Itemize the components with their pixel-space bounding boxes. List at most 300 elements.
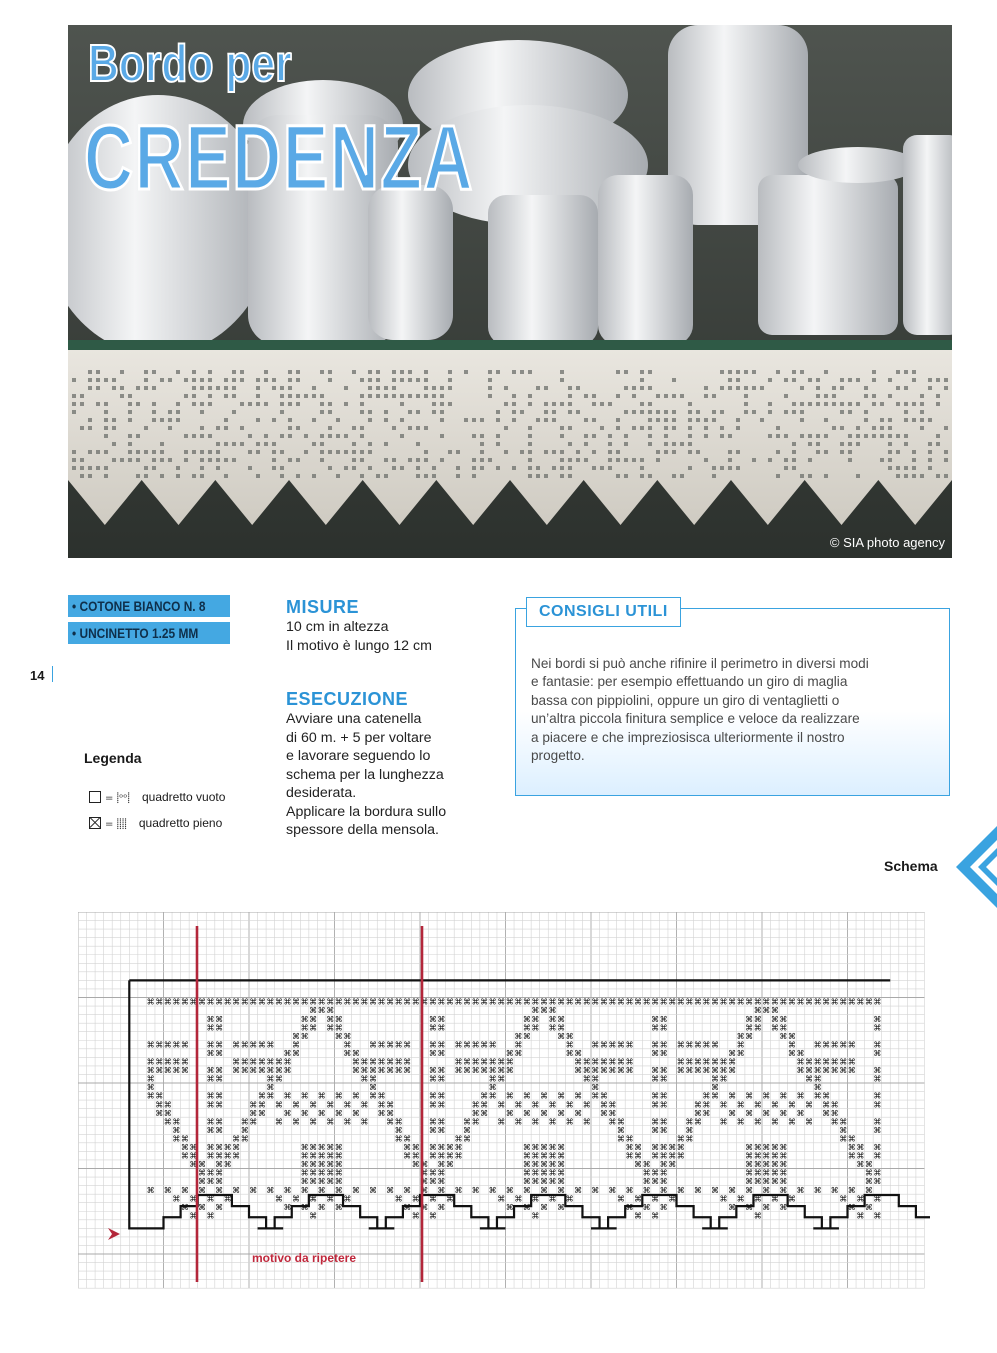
- filled-cell: ⌘: [693, 1117, 702, 1127]
- lace-hole: [528, 434, 532, 438]
- lace-hole: [536, 474, 540, 478]
- misure-line: Il motivo è lungo 12 cm: [286, 637, 432, 654]
- lace-hole: [288, 378, 292, 382]
- lace-hole: [200, 450, 204, 454]
- filled-cell: ⌘: [531, 997, 540, 1007]
- lace-hole: [488, 370, 492, 374]
- lace-hole: [496, 434, 500, 438]
- lace-hole: [824, 474, 828, 478]
- lace-hole: [128, 434, 132, 438]
- filled-cell: ⌘: [659, 997, 668, 1007]
- filled-cell: ⌘: [779, 1202, 788, 1212]
- filled-cell: ⌘: [368, 1057, 377, 1067]
- lace-hole: [512, 410, 516, 414]
- filled-cell: ⌘: [830, 1066, 839, 1076]
- filled-cell: ⌘: [471, 1185, 480, 1195]
- lace-hole: [336, 434, 340, 438]
- lace-hole: [776, 474, 780, 478]
- filled-cell: ⌘: [651, 1168, 660, 1178]
- lace-hole: [432, 402, 436, 406]
- lace-hole: [528, 458, 532, 462]
- lace-hole: [560, 378, 564, 382]
- filled-cell: ⌘: [437, 1143, 446, 1152]
- lace-hole: [360, 450, 364, 454]
- filled-cell: ⌘: [839, 1057, 848, 1067]
- lace-hole: [856, 474, 860, 478]
- lace-hole: [912, 466, 916, 470]
- lace-hole: [480, 458, 484, 462]
- filled-cell: ⌘: [351, 997, 360, 1007]
- lace-hole: [96, 370, 100, 374]
- lace-hole: [184, 378, 188, 382]
- lace-hole: [344, 434, 348, 438]
- esecuzione-heading: ESECUZIONE: [286, 689, 409, 709]
- filled-cell: ⌘: [463, 1057, 472, 1067]
- filled-cell: ⌘: [779, 1177, 788, 1187]
- filled-cell: ⌘: [651, 1066, 660, 1076]
- filled-cell: ⌘: [172, 997, 181, 1007]
- lace-hole: [800, 402, 804, 406]
- lace-hole: [384, 458, 388, 462]
- lace-hole: [744, 402, 748, 406]
- filled-cell: ⌘: [539, 1151, 548, 1161]
- lace-hole: [928, 418, 932, 422]
- filled-cell: ⌘: [206, 997, 215, 1007]
- filled-cell: ⌘: [830, 1040, 839, 1050]
- filled-cell: ⌘: [873, 997, 882, 1007]
- lace-hole: [200, 458, 204, 462]
- lace-hole: [928, 450, 932, 454]
- lace-hole: [88, 370, 92, 374]
- filled-cell: ⌘: [488, 1057, 497, 1067]
- filled-cell: ⌘: [736, 1194, 745, 1204]
- filled-cell: ⌘: [215, 1143, 224, 1152]
- lace-hole: [160, 450, 164, 454]
- filled-cell: ⌘: [189, 1143, 198, 1152]
- lace-hole: [96, 402, 100, 406]
- filled-cell: ⌘: [659, 1202, 668, 1212]
- filled-cell: ⌘: [762, 1143, 771, 1152]
- filled-cell: ⌘: [197, 1202, 206, 1212]
- lace-hole: [432, 474, 436, 478]
- lace-hole: [88, 466, 92, 470]
- filled-cell: ⌘: [343, 997, 352, 1007]
- lace-hole: [856, 434, 860, 438]
- lace-hole: [216, 442, 220, 446]
- filled-cell: ⌘: [420, 1185, 429, 1195]
- filled-cell: ⌘: [488, 1185, 497, 1195]
- filled-cell: ⌘: [651, 1048, 660, 1058]
- filled-cell: ⌘: [514, 1194, 523, 1204]
- filled-cell: ⌘: [317, 1151, 326, 1161]
- lace-hole: [440, 386, 444, 390]
- filled-cell: ⌘: [317, 997, 326, 1007]
- filled-cell: ⌘: [368, 1074, 377, 1084]
- lace-hole: [624, 458, 628, 462]
- lace-hole: [280, 474, 284, 478]
- material-badge-hook: [68, 622, 230, 644]
- lace-hole: [664, 434, 668, 438]
- lace-hole: [536, 466, 540, 470]
- filled-cell: ⌘: [839, 1040, 848, 1050]
- lace-hole: [680, 474, 684, 478]
- lace-hole: [480, 434, 484, 438]
- esecuzione-line: Avviare una catenella: [286, 711, 422, 727]
- lace-hole: [880, 402, 884, 406]
- filled-cell: ⌘: [770, 1100, 779, 1110]
- misure-line: 10 cm in altezza: [286, 619, 389, 635]
- filled-cell: ⌘: [309, 1006, 318, 1016]
- schema-label: Schema: [884, 858, 938, 874]
- filled-cell: ⌘: [685, 1134, 694, 1144]
- lace-hole: [560, 434, 564, 438]
- filled-cell: ⌘: [745, 1091, 754, 1101]
- filled-cell: ⌘: [317, 1185, 326, 1195]
- filled-cell: ⌘: [232, 1040, 241, 1050]
- filled-cell: ⌘: [437, 1040, 446, 1050]
- filled-cell: ⌘: [753, 1177, 762, 1187]
- filled-cell: ⌘: [522, 1031, 531, 1041]
- esecuzione-line: desiderata.: [286, 785, 357, 801]
- filled-cell: ⌘: [180, 1202, 189, 1212]
- filled-cell: ⌘: [215, 1100, 224, 1110]
- lace-hole: [656, 450, 660, 454]
- filled-cell: ⌘: [428, 1100, 437, 1110]
- lace-hole: [464, 418, 468, 422]
- lace-hole: [368, 378, 372, 382]
- lace-hole: [224, 474, 228, 478]
- filled-cell: ⌘: [223, 1160, 232, 1170]
- filled-cell: ⌘: [873, 1040, 882, 1050]
- filled-cell: ⌘: [172, 1117, 181, 1127]
- filled-cell: ⌘: [172, 1057, 181, 1067]
- lace-hole: [776, 426, 780, 430]
- lace-hole: [392, 426, 396, 430]
- filled-cell: ⌘: [805, 1074, 814, 1084]
- filled-cell: ⌘: [728, 1091, 737, 1101]
- filled-cell: ⌘: [531, 1151, 540, 1161]
- lace-hole: [904, 418, 908, 422]
- lace-hole: [784, 378, 788, 382]
- lace-hole: [544, 418, 548, 422]
- filled-cell: ⌘: [403, 1057, 412, 1067]
- filled-cell: ⌘: [351, 1185, 360, 1195]
- lace-hole: [752, 458, 756, 462]
- filled-cell: ⌘: [599, 1108, 608, 1118]
- lace-hole: [576, 450, 580, 454]
- filled-cell: ⌘: [505, 1091, 514, 1101]
- lace-hole: [544, 474, 548, 478]
- lace-hole: [704, 418, 708, 422]
- filled-cell: ⌘: [206, 1100, 215, 1110]
- filled-cell: ⌘: [847, 1066, 856, 1076]
- filled-cell: ⌘: [557, 1108, 566, 1118]
- lace-hole: [240, 378, 244, 382]
- lace-hole: [720, 410, 724, 414]
- filled-cell: ⌘: [351, 1057, 360, 1067]
- lace-hole: [920, 418, 924, 422]
- lace-hole: [288, 434, 292, 438]
- lace-hole: [752, 410, 756, 414]
- lace-hole: [856, 378, 860, 382]
- lace-hole: [896, 370, 900, 374]
- lace-hole: [440, 418, 444, 422]
- filled-cell: ⌘: [753, 1211, 762, 1221]
- lace-hole: [448, 370, 452, 374]
- lace-hole: [744, 410, 748, 414]
- filled-cell: ⌘: [625, 1066, 634, 1076]
- filled-cell: ⌘: [437, 1023, 446, 1033]
- lace-hole: [568, 426, 572, 430]
- lace-hole: [496, 466, 500, 470]
- lace-hole: [152, 450, 156, 454]
- filled-cell: ⌘: [411, 1160, 420, 1170]
- lace-hole: [816, 402, 820, 406]
- filled-cell: ⌘: [232, 1185, 241, 1195]
- filled-cell: ⌘: [454, 1143, 463, 1152]
- filled-cell: ⌘: [505, 1057, 514, 1067]
- lace-hole: [560, 426, 564, 430]
- lace-hole: [192, 370, 196, 374]
- filled-cell: ⌘: [762, 1108, 771, 1118]
- filled-cell: ⌘: [830, 1108, 839, 1118]
- lace-hole: [792, 466, 796, 470]
- filled-cell: ⌘: [770, 1194, 779, 1204]
- filled-cell: ⌘: [215, 1185, 224, 1195]
- filled-cell: ⌘: [343, 1048, 352, 1058]
- filled-cell: ⌘: [702, 1066, 711, 1076]
- filled-cell: ⌘: [847, 1143, 856, 1152]
- lace-hole: [296, 402, 300, 406]
- filled-cell: ⌘: [762, 1202, 771, 1212]
- lace-hole: [672, 426, 676, 430]
- lace-hole: [592, 434, 596, 438]
- lace-hole: [552, 418, 556, 422]
- filled-cell: ⌘: [634, 1211, 643, 1221]
- lace-hole: [232, 410, 236, 414]
- filled-cell: ⌘: [351, 1091, 360, 1101]
- lace-hole: [640, 466, 644, 470]
- filled-cell: ⌘: [873, 1211, 882, 1221]
- lace-hole: [640, 426, 644, 430]
- filled-cell: ⌘: [625, 1134, 634, 1144]
- lace-hole: [432, 394, 436, 398]
- filled-cell: ⌘: [839, 1194, 848, 1204]
- lace-hole: [248, 450, 252, 454]
- empty-square-icon: [89, 791, 101, 803]
- lace-hole: [488, 386, 492, 390]
- filled-cell: ⌘: [215, 1168, 224, 1178]
- lace-hole: [352, 450, 356, 454]
- lace-hole: [512, 418, 516, 422]
- filled-cell: ⌘: [779, 1023, 788, 1033]
- filled-cell: ⌘: [779, 1091, 788, 1101]
- filled-cell: ⌘: [668, 1160, 677, 1170]
- filled-cell: ⌘: [428, 1143, 437, 1152]
- filled-cell: ⌘: [240, 1057, 249, 1067]
- lace-hole: [568, 458, 572, 462]
- lace-hole: [480, 466, 484, 470]
- filled-cell: ⌘: [770, 997, 779, 1007]
- filled-cell: ⌘: [779, 1143, 788, 1152]
- filled-cell: ⌘: [326, 1177, 335, 1187]
- lace-hole: [280, 434, 284, 438]
- filled-cell: ⌘: [642, 1202, 651, 1212]
- filled-cell: ⌘: [428, 1066, 437, 1076]
- lace-hole: [792, 458, 796, 462]
- filled-cell: ⌘: [172, 1194, 181, 1204]
- lace-hole: [688, 418, 692, 422]
- lace-hole: [256, 378, 260, 382]
- lace-hole: [768, 410, 772, 414]
- lace-hole: [280, 402, 284, 406]
- filled-cell: ⌘: [676, 1066, 685, 1076]
- filled-cell: ⌘: [497, 1066, 506, 1076]
- lace-hole: [624, 434, 628, 438]
- filled-cell: ⌘: [753, 1006, 762, 1016]
- filled-cell: ⌘: [334, 1151, 343, 1161]
- lace-hole: [72, 458, 76, 462]
- filled-cell: ⌘: [497, 1194, 506, 1204]
- lace-hole: [408, 458, 412, 462]
- lace-hole: [200, 410, 204, 414]
- lace-hole: [864, 418, 868, 422]
- lace-hole: [152, 402, 156, 406]
- lace-hole: [744, 386, 748, 390]
- filled-cell: ⌘: [283, 1108, 292, 1118]
- filled-cell: ⌘: [651, 1177, 660, 1187]
- lace-hole: [584, 458, 588, 462]
- filled-cell: ⌘: [582, 1100, 591, 1110]
- lace-hole: [928, 378, 932, 382]
- filled-cell: ⌘: [223, 1194, 232, 1204]
- lace-hole: [80, 466, 84, 470]
- filled-cell: ⌘: [522, 1168, 531, 1178]
- filled-cell: ⌘: [702, 997, 711, 1007]
- lace-hole: [648, 410, 652, 414]
- crossed-square-icon: [89, 817, 101, 829]
- lace-hole: [872, 394, 876, 398]
- lace-hole: [728, 466, 732, 470]
- filled-cell: ⌘: [702, 1040, 711, 1050]
- lace-hole: [360, 426, 364, 430]
- filled-cell: ⌘: [437, 1100, 446, 1110]
- filled-cell: ⌘: [787, 1048, 796, 1058]
- filled-cell: ⌘: [616, 1066, 625, 1076]
- lace-hole: [272, 466, 276, 470]
- filled-cell: ⌘: [240, 1117, 249, 1127]
- filled-cell: ⌘: [437, 1168, 446, 1178]
- lace-hole: [848, 378, 852, 382]
- lace-hole: [144, 386, 148, 390]
- esecuzione-line: schema per la lunghezza: [286, 766, 444, 783]
- filled-cell: ⌘: [334, 1091, 343, 1101]
- lace-hole: [632, 386, 636, 390]
- lace-hole: [888, 394, 892, 398]
- hero-photo: [68, 25, 952, 558]
- filled-cell: ⌘: [206, 1048, 215, 1058]
- lace-hole: [480, 450, 484, 454]
- lace-hole: [936, 402, 940, 406]
- lace-hole: [400, 370, 404, 374]
- lace-hole: [560, 402, 564, 406]
- filled-cell: ⌘: [266, 1066, 275, 1076]
- filled-cell: ⌘: [557, 1091, 566, 1101]
- lace-hole: [712, 410, 716, 414]
- lace-hole: [784, 394, 788, 398]
- lace-hole: [392, 386, 396, 390]
- lace-hole: [104, 410, 108, 414]
- filled-cell: ⌘: [266, 1185, 275, 1195]
- filled-cell: ⌘: [873, 1151, 882, 1161]
- filled-cell: ⌘: [745, 997, 754, 1007]
- filled-cell: ⌘: [300, 1202, 309, 1212]
- lace-hole: [376, 386, 380, 390]
- lace-hole: [728, 458, 732, 462]
- lace-hole: [136, 386, 140, 390]
- lace-hole: [672, 394, 676, 398]
- filled-cell: ⌘: [377, 997, 386, 1007]
- lace-hole: [176, 466, 180, 470]
- lace-hole: [400, 418, 404, 422]
- lace-hole: [192, 434, 196, 438]
- lace-hole: [832, 386, 836, 390]
- filled-cell: ⌘: [420, 1177, 429, 1187]
- filled-cell: ⌘: [428, 1125, 437, 1135]
- lace-hole: [824, 402, 828, 406]
- lace-hole: [320, 458, 324, 462]
- filled-cell: ⌘: [249, 1100, 258, 1110]
- lace-hole: [144, 370, 148, 374]
- filled-cell: ⌘: [274, 1074, 283, 1084]
- lace-hole: [88, 474, 92, 478]
- filled-cell: ⌘: [283, 1066, 292, 1076]
- lace-hole: [216, 450, 220, 454]
- filled-cell: ⌘: [368, 1083, 377, 1093]
- lace-hole: [424, 450, 428, 454]
- filled-cell: ⌘: [266, 1057, 275, 1067]
- lace-hole: [744, 370, 748, 374]
- lace-hole: [88, 450, 92, 454]
- lace-hole: [304, 450, 308, 454]
- filled-cell: ⌘: [608, 1066, 617, 1076]
- tips-heading: CONSIGLI UTILI: [526, 597, 681, 627]
- filled-cell: ⌘: [215, 1091, 224, 1101]
- filled-cell: ⌘: [309, 1143, 318, 1152]
- filled-cell: ⌘: [822, 1108, 831, 1118]
- filled-cell: ⌘: [232, 1134, 241, 1144]
- lace-hole: [560, 466, 564, 470]
- lace-hole: [688, 410, 692, 414]
- filled-cell: ⌘: [522, 1151, 531, 1161]
- filled-cell: ⌘: [463, 1066, 472, 1076]
- filled-cell: ⌘: [770, 1151, 779, 1161]
- filled-cell: ⌘: [215, 1202, 224, 1212]
- filled-cell: ⌘: [770, 1177, 779, 1187]
- lace-hole: [728, 386, 732, 390]
- lace-hole: [656, 458, 660, 462]
- filled-cell: ⌘: [505, 1066, 514, 1076]
- filled-cell: ⌘: [616, 1117, 625, 1127]
- lace-hole: [888, 450, 892, 454]
- lace-hole: [888, 442, 892, 446]
- filled-cell: ⌘: [548, 1023, 557, 1033]
- lace-hole: [896, 434, 900, 438]
- filled-cell: ⌘: [505, 1048, 514, 1058]
- filled-cell: ⌘: [189, 1160, 198, 1170]
- lace-hole: [680, 442, 684, 446]
- filled-cell: ⌘: [488, 1083, 497, 1093]
